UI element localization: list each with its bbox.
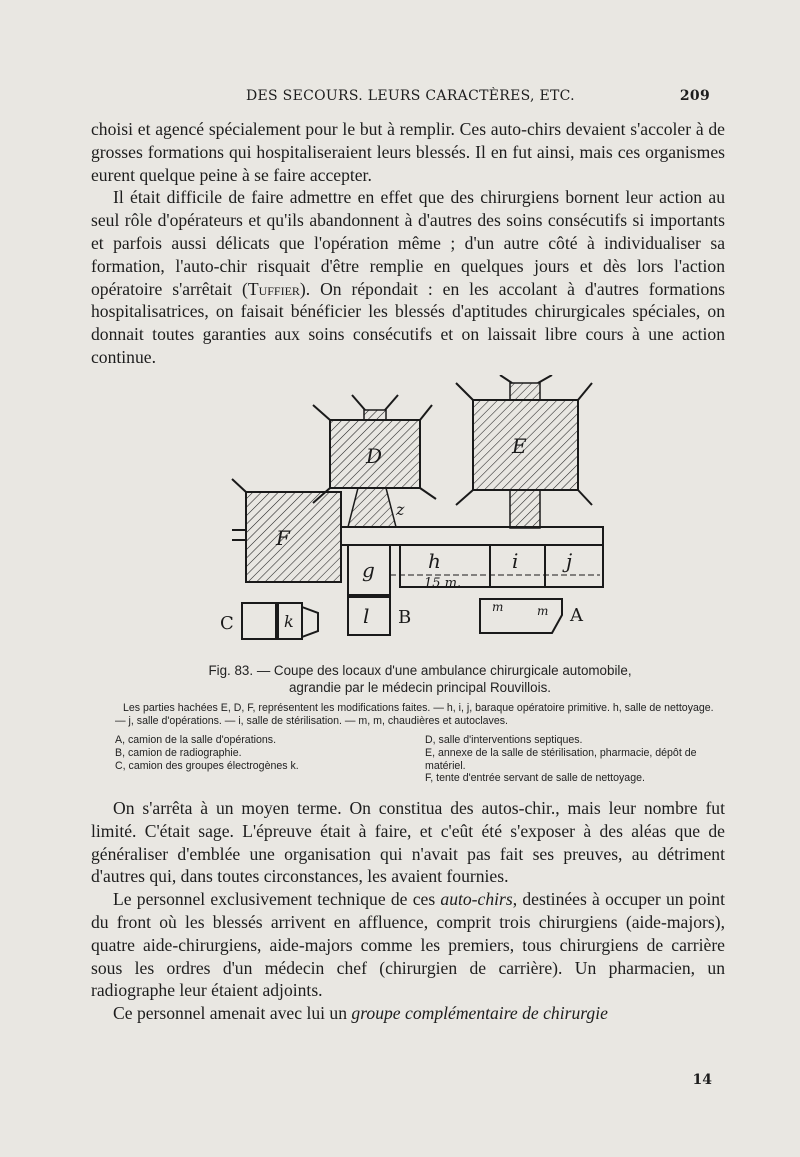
top-text-block: [91, 118, 725, 369]
room-f: [246, 492, 341, 582]
paragraph-5-start: Ce personnel amenait avec lui un: [113, 1003, 352, 1024]
caption-legend-right: [425, 734, 725, 785]
label-f: F: [276, 526, 290, 550]
legend-item-e: E, annexe de la salle de stérilisation, pharmacie, dépôt de matériel.: [425, 746, 697, 772]
label-m2: m: [537, 604, 549, 618]
label-d: D: [366, 444, 383, 468]
label-k: k: [284, 612, 294, 631]
signature-mark: 14: [692, 1072, 712, 1088]
bottom-text-block: [91, 797, 725, 1025]
floor-plan-figure: [200, 375, 620, 665]
label-e: E: [512, 434, 527, 458]
label-m1: m: [492, 600, 504, 614]
legend-item-a: A, camion de la salle d'opérations.: [115, 734, 277, 746]
paragraph-2-start: Il était difficile de faire admettre en effet que des chirurgiens bornent leur action au seul rôle d'opérateurs et qu'ils abandonnent à d'autres des soins consécutifs si importants et parfois aussi délicats que l'opération même ; d'un autre côté à individualiser sa formation, l'auto-chir risquait d'être remplie en quelques jours et dès lors l'action opératoire s'arrêtait (: [91, 187, 725, 299]
paragraph-4-start: Le personnel exclusivement technique de ces: [113, 889, 441, 910]
label-g: g: [362, 558, 375, 582]
truck-c: [242, 603, 276, 639]
paragraph-3: On s'arrêta à un moyen terme. On constitua des autos-chir., mais leur nombre fut limité. C'était sage. L'épreuve était à faire, et c'eût été s'exposer à des aléas que de généraliser d'emblée une organisation qui n'avait pas fait ses preuves, au détriment d'autres qui, dans toutes circonstances, les avaient fournies.: [91, 798, 725, 887]
page-number: 209: [679, 88, 710, 104]
label-z: z: [396, 500, 405, 519]
caption-legend-left: [115, 734, 415, 785]
label-l: l: [363, 604, 370, 628]
label-c: C: [220, 613, 234, 634]
paragraph-5: [91, 1002, 725, 1025]
legend-item-d: D, salle d'interventions septiques.: [425, 734, 583, 746]
legend-item-f: F, tente d'entrée servant de salle de nettoyage.: [425, 772, 645, 785]
label-b: B: [398, 607, 412, 628]
label-i: i: [512, 549, 519, 573]
legend-item-c: C, camion des groupes électrogènes k.: [115, 759, 299, 772]
paragraph-2: [91, 186, 725, 368]
caption-legend: [115, 734, 725, 785]
term-groupe-complementaire: groupe complémentaire de chirurgie: [351, 1003, 608, 1024]
caption-line-1: Fig. 83. — Coupe des locaux d'une ambulance chirurgicale automobile,: [208, 663, 632, 678]
caption-line-2: agrandie par le médecin principal Rouvillois.: [288, 680, 551, 695]
label-distance: 15 m.: [424, 576, 462, 591]
paragraph-4-end: , destinées à occuper un point du front où les blessés arrivent en affluence, comprit trois chirurgiens (aide-majors), quatre aide-chirurgiens, aide-majors comme les premiers, tous chirurgiens de carrière sous les ordres d'un médecin chef (chirurgien de carrière). Un pharmacien, un radiographe leur étaient adjoints.: [91, 889, 725, 1001]
term-auto-chirs: auto-chirs: [440, 889, 513, 910]
running-title: DES SECOURS. LEURS CARACTÈRES, ETC.: [246, 88, 575, 104]
caption-note: Les parties hachées E, D, F, représentent les modifications faites. — h, i, j, baraque opératoire primitive. h, salle de nettoyage. — j, salle d'opérations. — i, salle de stérilisation. — m, m, chaudières et autoclaves.: [115, 702, 714, 727]
label-j: j: [566, 549, 573, 573]
figure-caption: [115, 662, 725, 785]
paragraph-4: [91, 888, 725, 1002]
label-h: h: [428, 549, 441, 573]
paragraph-1: choisi et agencé spécialement pour le but à remplir. Ces auto-chirs devaient s'accoler à de grosses formations qui hospitaliseraient leurs blessés. Il en fut ainsi, mais ces organismes eurent quelque peine à se faire accepter.: [91, 119, 725, 185]
caption-title: [115, 662, 725, 696]
citation-tuffier: Tuffier: [247, 278, 300, 299]
legend-item-b: B, camion de radiographie.: [115, 746, 242, 759]
paragraph-2-end: ). On répondait : en les accolant à d'autres formations hospitalisatrices, on faisait bénéficier les blessés d'aptitudes chirurgicales spéciales, on donnait toutes garanties aux soins consécutifs et on laissait libre cours à une action continue.: [91, 278, 725, 367]
label-a: A: [570, 605, 583, 626]
